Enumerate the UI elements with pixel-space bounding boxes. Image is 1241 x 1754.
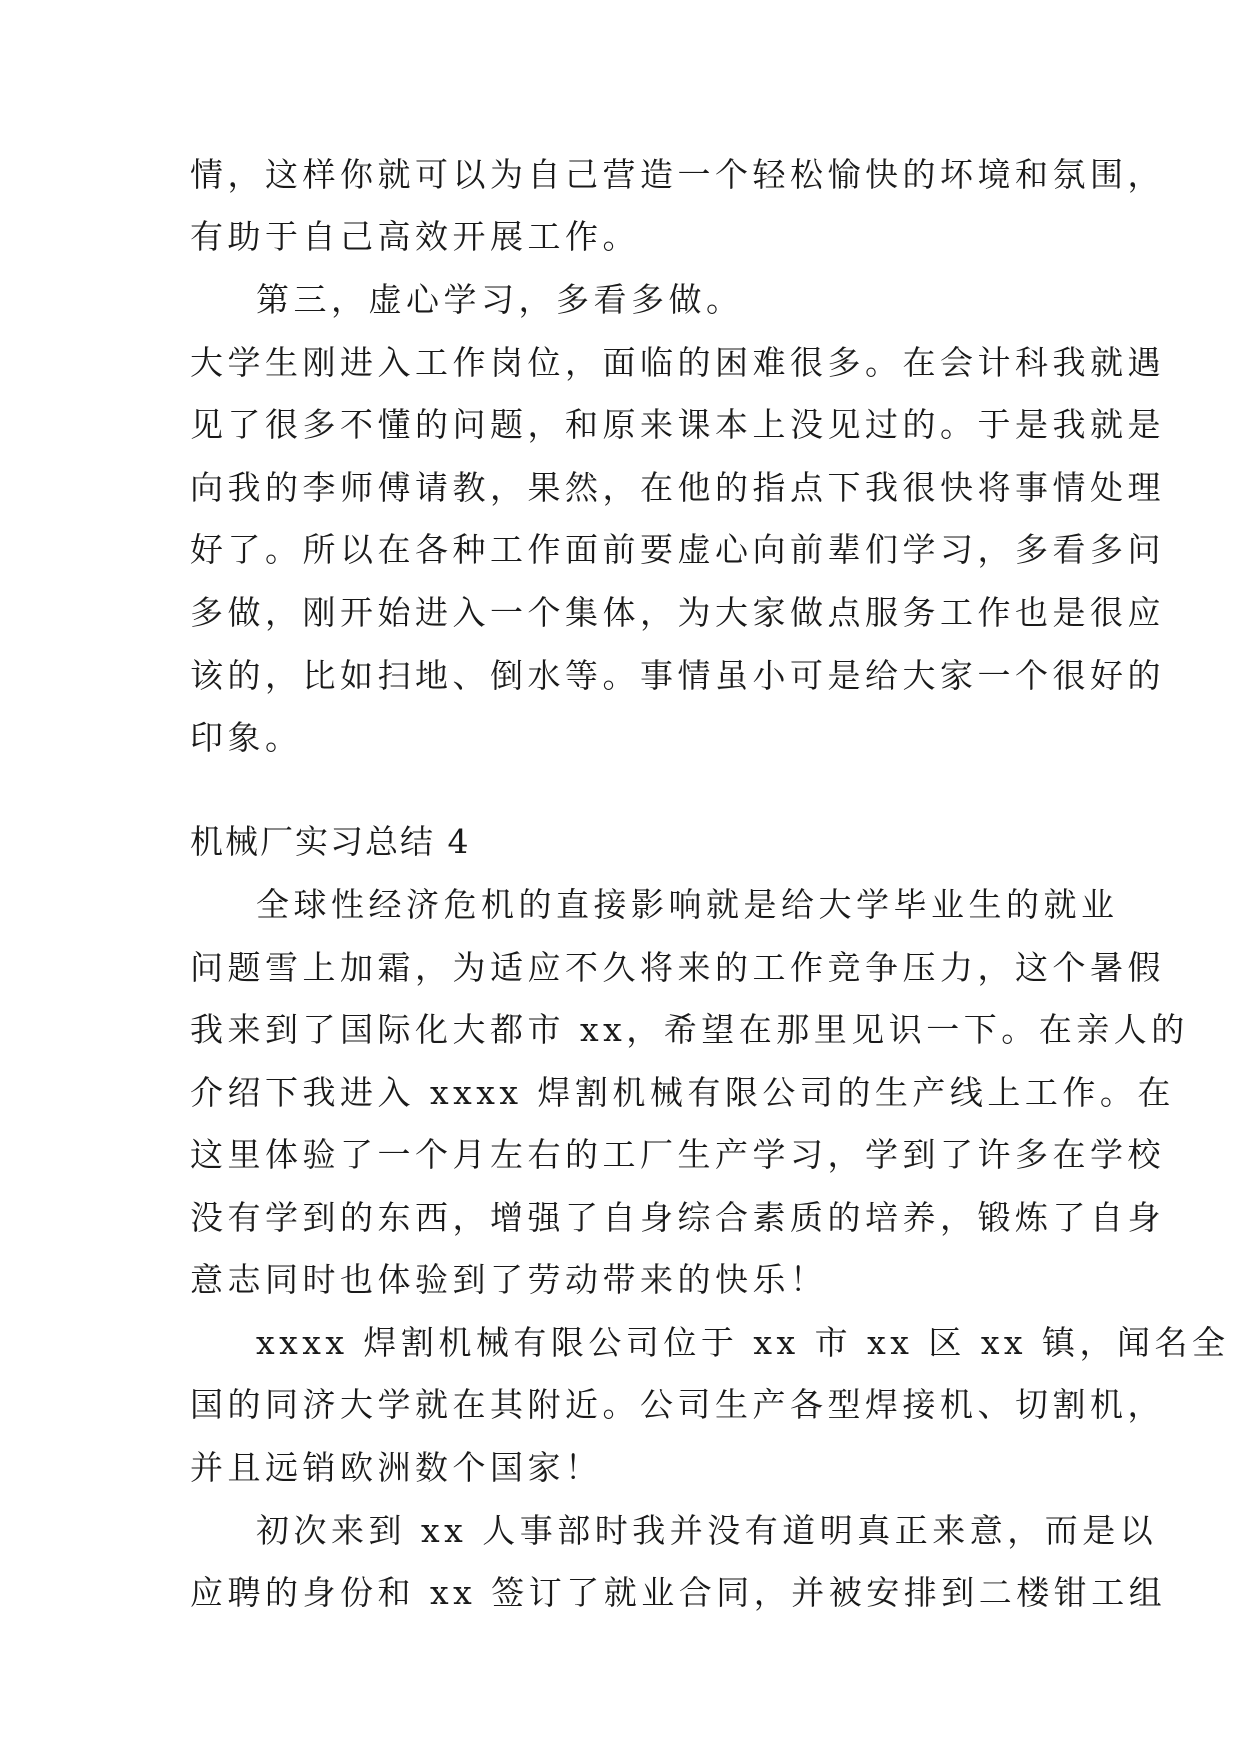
section-heading-line: 第三，虚心学习，多看多做。 [256, 280, 744, 319]
text-line: 有助于自己高效开展工作。 [190, 217, 640, 256]
text-line: 国的同济大学就在其附近。公司生产各型焊接机、切割机， [190, 1385, 1165, 1424]
text-line: 向我的李师傅请教，果然，在他的指点下我很快将事情处理 [190, 468, 1165, 507]
text-line: 这里体验了一个月左右的工厂生产学习，学到了许多在学校 [190, 1135, 1165, 1174]
text-line: xxxx 焊割机械有限公司位于 xx 市 xx 区 xx 镇，闻名全 [256, 1323, 1230, 1362]
text-line: 好了。所以在各种工作面前要虚心向前辈们学习，多看多问 [190, 530, 1165, 569]
text-line: 没有学到的东西，增强了自身综合素质的培养，锻炼了自身 [190, 1198, 1165, 1237]
text-line: 应聘的身份和 xx 签订了就业合同，并被安排到二楼钳工组 [190, 1573, 1167, 1612]
text-line: 意志同时也体验到了劳动带来的快乐！ [190, 1260, 828, 1299]
text-line: 初次来到 xx 人事部时我并没有道明真正来意，而是以 [256, 1511, 1158, 1550]
text-line: 大学生刚进入工作岗位，面临的困难很多。在会计科我就遇 [190, 343, 1165, 382]
text-line: 全球性经济危机的直接影响就是给大学毕业生的就业 [256, 885, 1119, 924]
text-line: 多做，刚开始进入一个集体，为大家做点服务工作也是很应 [190, 593, 1165, 632]
text-line: 问题雪上加霜，为适应不久将来的工作竞争压力，这个暑假 [190, 948, 1165, 987]
text-line: 该的，比如扫地、倒水等。事情虽小可是给大家一个很好的 [190, 656, 1165, 695]
text-line: 我来到了国际化大都市 xx，希望在那里见识一下。在亲人的 [190, 1010, 1189, 1049]
text-line: 介绍下我进入 xxxx 焊割机械有限公司的生产线上工作。在 [190, 1073, 1175, 1112]
text-line: 并且远销欧洲数个国家！ [190, 1448, 603, 1487]
text-line: 印象。 [190, 718, 303, 757]
text-line: 见了很多不懂的问题，和原来课本上没见过的。于是我就是 [190, 405, 1165, 444]
document-heading: 机械厂实习总结 4 [190, 822, 471, 861]
text-line: 情，这样你就可以为自己营造一个轻松愉快的坏境和氛围， [190, 155, 1165, 194]
